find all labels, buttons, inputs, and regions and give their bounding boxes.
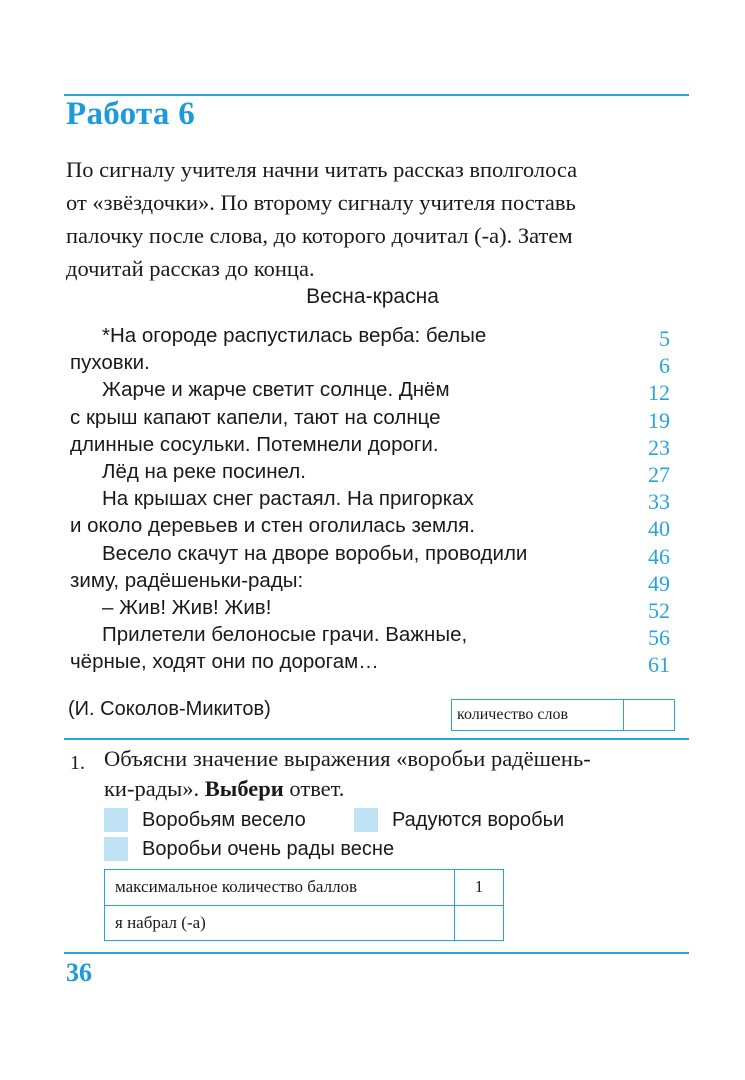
story-line [70,458,680,485]
page-title: Работа 6 [66,96,196,132]
story-line [70,431,680,458]
instruction-line: дочитай рассказ до конца. [66,256,315,281]
option-label: Радуются воробьи [392,808,565,831]
question-number: 1. [70,752,85,774]
story-line [70,485,680,515]
option-3[interactable] [104,837,394,861]
word-count-label: количество слов [452,700,624,730]
option-label: Воробьям весело [142,808,306,831]
story-line [70,567,680,594]
word-count-marker: 49 [648,570,670,596]
bottom-rule [64,952,689,954]
got-score-label: я набрал (-а) [105,906,455,941]
score-row-max [105,870,503,905]
option-label: Воробьи очень рады весне [142,837,395,860]
option-2[interactable] [354,808,564,832]
instruction-line: палочку после слова, до которого дочитал (-а). Затем [66,223,573,248]
instructions [66,153,688,285]
story-line-text: с крыш капают капели, тают на солнце [70,405,441,429]
story-author: (И. Соколов-Микитов) [68,698,271,720]
word-count-marker: 6 [659,353,670,379]
score-table [104,869,504,941]
instruction-line: По сигналу учителя начни читать рассказ вполголоса [66,157,578,182]
word-count-marker: 46 [648,543,670,569]
story-line-text: Лёд на реке посинел. [102,459,306,483]
max-score-label: максимальное количество баллов [105,870,455,905]
word-count-marker: 12 [648,380,670,406]
story-line [70,322,680,349]
story-text [70,322,680,678]
page-number: 36 [66,958,92,987]
story-line-text: На крышах снег растаял. На пригорках [102,487,474,511]
story-line [70,404,680,431]
word-count-input[interactable] [624,700,674,730]
word-count-box [451,699,675,731]
question-prefix: ки-рады». [104,776,205,801]
story-line-text: чёрные, ходят они по дорогам… [70,650,379,674]
story-line [70,540,680,567]
word-count-marker: 52 [648,597,670,623]
word-count-marker: 19 [648,407,670,433]
story-line [70,512,680,542]
question-suffix: ответ. [283,776,345,801]
got-score-input[interactable] [455,906,503,941]
question-bold: Выбери [204,776,284,801]
checkbox[interactable] [104,837,128,861]
max-score-value: 1 [474,877,484,896]
story-line-text: зиму, радёшеньки-рады: [70,568,304,592]
checkbox[interactable] [104,808,128,832]
story-line [70,621,680,651]
question-line-1: Объясни значение выражения «воробьи радёшень- [104,746,591,771]
story-line-text: Весело скачут на дворе воробьи, проводили [102,541,528,565]
story-line [70,648,680,678]
story-line-text: – Жив! Жив! Жив! [102,595,272,619]
middle-rule [64,738,689,740]
story-line-text: длинные сосульки. Потемнели дороги. [70,432,439,456]
score-row-got [105,905,503,941]
story-line-text: *На огороде распустилась верба: белые [102,324,487,347]
story-line [70,594,680,621]
word-count-marker: 27 [648,461,670,487]
word-count-marker: 23 [648,434,670,460]
word-count-marker: 61 [648,652,670,678]
word-count-marker: 56 [648,625,670,651]
word-count-marker: 5 [659,326,670,351]
question-text [104,744,694,804]
checkbox[interactable] [354,808,378,832]
story-line-text: и около деревьев и стен оголилась земля. [70,514,475,538]
question-line-2 [104,774,694,804]
word-count-marker: 40 [648,516,670,542]
story-line [70,349,680,379]
story-title: Весна-красна [306,285,439,308]
story-line-text: Прилетели белоносые грачи. Важные, [102,623,468,647]
story-line-text: пуховки. [70,351,150,375]
story-line [70,376,680,406]
word-count-marker: 33 [648,489,670,515]
story-line-text: Жарче и жарче светит солнце. Днём [102,378,450,402]
option-1[interactable] [104,808,306,832]
instruction-line: от «звёздочки». По второму сигналу учителя поставь [66,190,576,215]
